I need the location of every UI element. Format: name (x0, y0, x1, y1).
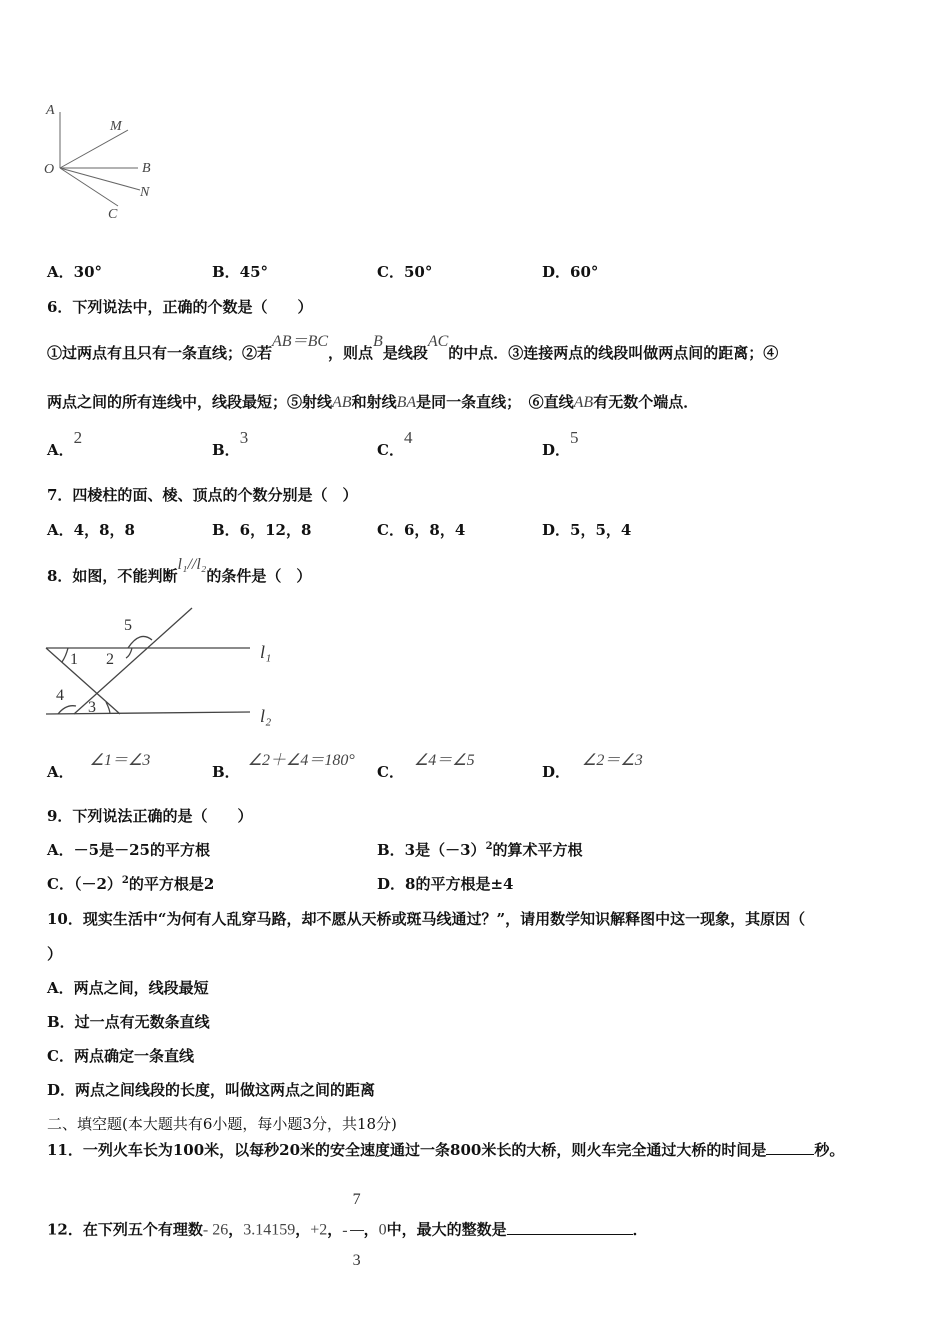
angle-label-1: 1 (70, 651, 78, 668)
q9-option-c-a: C．（－2） (47, 875, 122, 893)
q6-l1-c: 是线段 (382, 344, 428, 362)
q8-option-b-value: ∠2＋∠4＝180° (247, 752, 355, 769)
q9-option-c-b: 的平方根是2 (128, 875, 215, 893)
q8-option-d-value: ∠2＝∠3 (582, 752, 643, 769)
q6-option-a-label: A． (47, 441, 74, 459)
q9-option-d[interactable]: D．8的平方根是±4 (377, 875, 514, 893)
q6-l2-math3: AB (573, 394, 594, 411)
q12-stem-b: 中，最大的整数是 (386, 1220, 507, 1239)
q6-option-a[interactable] (47, 428, 83, 460)
q7-option-d[interactable]: D．5，5，4 (542, 521, 632, 539)
arc-4 (58, 706, 76, 714)
q12-fraction-numerator: 7 (350, 1170, 364, 1231)
q6-l2-c: 是同一条直线； ⑥直线 (416, 393, 574, 411)
q11-tail: 秒。 (814, 1141, 845, 1159)
ray-on (60, 168, 140, 190)
q6-option-c-label: C． (377, 441, 404, 459)
q10-option-a[interactable]: A．两点之间，线段最短 (47, 979, 209, 997)
q12-neg-sign: - (342, 1221, 348, 1239)
q12-num5: 0 (378, 1221, 387, 1239)
q6-l1-d: 的中点．③连接两点的线段叫做两点间的距离；④ (448, 344, 779, 362)
angle-label-3: 3 (88, 699, 96, 716)
q6-l1-a: ①过两点有且只有一条直线；②若 (47, 344, 273, 362)
angle-figure (40, 98, 170, 228)
q12-stem: 12．在下列五个有理数 (47, 1220, 203, 1239)
q12-text (47, 1170, 648, 1291)
q9-option-b-b: 的算术平方根 (492, 841, 583, 859)
q12-sep4: ， (363, 1220, 379, 1239)
q10-option-b[interactable]: B．过一点有无数条直线 (47, 1013, 210, 1031)
q6-l2-math2: BA (396, 394, 417, 411)
q8-option-a-value: ∠1＝∠3 (89, 752, 151, 769)
q6-option-b-label: B． (212, 441, 240, 459)
q6-stem: 6．下列说法中，正确的个数是（ ） (47, 298, 313, 316)
parallel-lines-figure (40, 600, 290, 730)
q8-option-c-label: C． (377, 763, 404, 781)
q6-option-c-value: 4 (403, 428, 413, 447)
angle-label-5: 5 (124, 617, 132, 634)
q7-stem: 7．四棱柱的面、棱、顶点的个数分别是（ ） (47, 486, 358, 504)
q6-option-b[interactable] (212, 428, 249, 460)
q8-option-b-label: B． (212, 763, 240, 781)
label-o: O (44, 162, 55, 177)
q8-stem-b: 的条件是（ ） (206, 567, 312, 585)
arc-1 (62, 648, 68, 662)
arc-5 (128, 636, 152, 648)
q6-l1-math1: AB＝BC (272, 333, 329, 350)
q8-stem-a: 8．如图，不能判断 (47, 567, 178, 585)
q6-l2-a: 两点之间的所有连线中，线段最短；⑤射线 (47, 393, 333, 411)
q6-option-d[interactable] (542, 428, 579, 460)
q9-option-b[interactable] (377, 839, 583, 860)
q7-option-a[interactable]: A．4，8，8 (47, 521, 135, 539)
q10-stem-line2: ） (47, 945, 63, 963)
q12-answer-blank[interactable] (507, 1233, 633, 1235)
label-n: N (140, 185, 150, 200)
q7-option-c[interactable]: C．6，8，4 (377, 521, 466, 539)
label-m: M (110, 119, 122, 134)
q8-option-d[interactable] (542, 752, 643, 782)
q9-stem: 9．下列说法正确的是（ ） (47, 807, 253, 825)
q10-option-d[interactable]: D．两点之间线段的长度，叫做这两点之间的距离 (47, 1081, 376, 1099)
label-c: C (108, 207, 118, 222)
label-a: A (46, 103, 55, 118)
q9-option-b-a: B．3是（－3） (377, 841, 486, 859)
q6-l1-math3: AC (427, 333, 449, 350)
q9-option-c[interactable] (47, 873, 214, 894)
q12-end: ． (632, 1220, 648, 1239)
q8-option-c[interactable] (377, 752, 475, 782)
q8-option-c-value: ∠4＝∠5 (413, 752, 475, 769)
arc-2 (126, 648, 132, 658)
q12-sep2: ， (295, 1220, 311, 1239)
q12-num3: +2 (310, 1221, 328, 1239)
line-label-l1: l₁ (260, 642, 272, 662)
q8-stem-math: l₁//l₂ (177, 556, 207, 573)
q6-l2-math1: AB (332, 394, 352, 411)
q12-num2: 3.14159 (243, 1221, 296, 1239)
ray-oc (60, 168, 118, 206)
ray-om (60, 130, 128, 168)
q5-option-a[interactable]: A．30° (47, 263, 103, 281)
q6-option-d-value: 5 (570, 428, 579, 447)
line-label-l2: l₂ (260, 706, 272, 726)
label-b: B (142, 161, 151, 176)
q12-fraction-denominator: 3 (352, 1252, 361, 1269)
q11-answer-blank[interactable] (766, 1154, 814, 1155)
q9-option-a[interactable]: A．－5是－25的平方根 (47, 841, 210, 859)
q8-option-b[interactable] (212, 752, 355, 782)
q6-option-d-label: D． (542, 441, 571, 459)
q10-option-c[interactable]: C．两点确定一条直线 (47, 1047, 194, 1065)
q12-sep3: ， (327, 1220, 343, 1239)
q5-option-c[interactable]: C．50° (377, 263, 433, 281)
q6-option-b-value: 3 (239, 428, 249, 447)
q6-line1 (47, 333, 779, 363)
q7-option-b[interactable]: B．6，12，8 (212, 521, 312, 539)
q9-option-c-sup: 2 (121, 875, 129, 886)
q12-sep1: ， (228, 1220, 244, 1239)
angle-label-4: 4 (56, 687, 64, 704)
q11-text (47, 1139, 844, 1160)
q11-stem: 11．一列火车长为100米，以每秒20米的安全速度通过一条800米长的大桥，则火车完全通过大桥的时间是 (47, 1141, 767, 1159)
q12-num1: - 26 (202, 1221, 229, 1239)
section-heading: 二、填空题(本大题共有6小题，每小题3分，共18分) (47, 1115, 397, 1133)
q5-option-d[interactable]: D．60° (542, 263, 599, 281)
q8-option-a[interactable] (47, 752, 151, 782)
q6-line2 (47, 391, 698, 412)
q6-l1-math2: B (373, 333, 383, 350)
q12-fraction (350, 1170, 364, 1291)
q9-option-b-sup: 2 (485, 841, 493, 852)
q6-option-c[interactable] (377, 428, 413, 460)
q10-stem-line1: 10．现实生活中“为何有人乱穿马路，却不愿从天桥或斑马线通过？”，请用数学知识解释图中这一现象，其原因（ (47, 910, 806, 928)
q8-option-d-label: D． (542, 763, 571, 781)
angle-label-2: 2 (106, 651, 114, 668)
q6-l1-b: ，则点 (328, 344, 374, 362)
q8-stem (47, 556, 312, 586)
q5-option-b[interactable]: B．45° (212, 263, 269, 281)
q6-option-a-value: 2 (73, 428, 83, 447)
q6-l2-d: 有无数个端点． (593, 393, 699, 411)
q8-option-a-label: A． (47, 763, 74, 781)
q6-l2-b: 和射线 (351, 393, 397, 411)
